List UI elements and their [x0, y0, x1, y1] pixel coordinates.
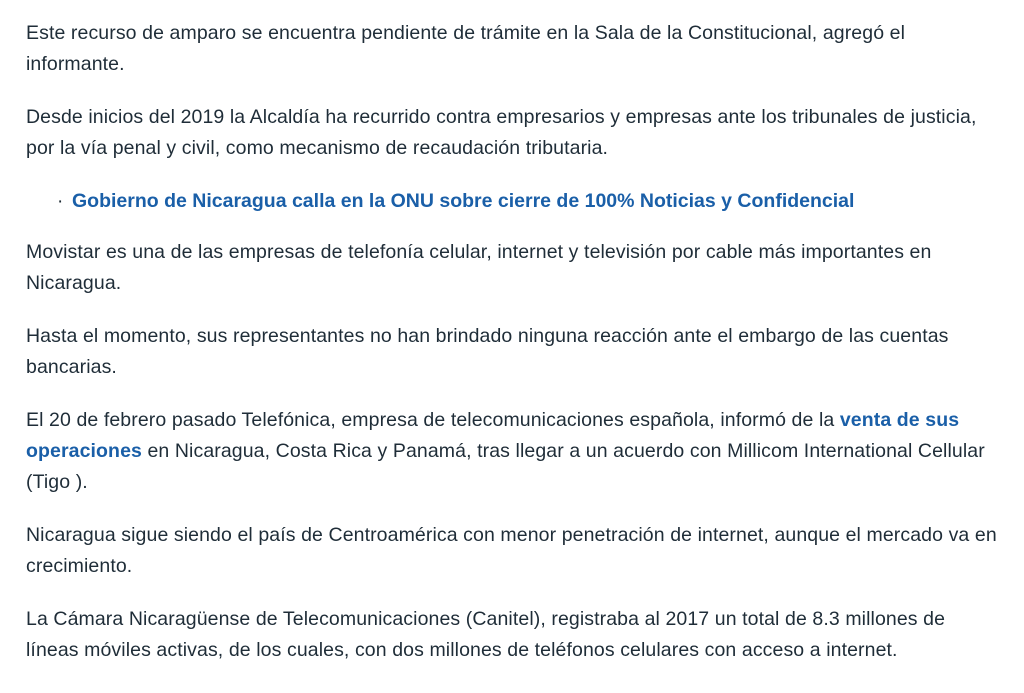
inline-link-venta-de-sus-operaciones[interactable]: venta de sus operaciones: [26, 409, 960, 462]
paragraph-4: [26, 321, 998, 383]
paragraph-6: [26, 520, 998, 582]
paragraph-1-text: Este recurso de amparo se encuentra pendiente de trámite en la Sala de la Constitucional, agregó el informante.: [26, 22, 906, 75]
list-item: [26, 186, 998, 217]
related-article-link[interactable]: Gobierno de Nicaragua calla en la ONU sobre cierre de 100% Noticias y Confidencial: [72, 190, 855, 212]
paragraph-6-text: Nicaragua sigue siendo el país de Centroamérica con menor penetración de internet, aunque el mercado va en crecimiento.: [26, 524, 997, 577]
paragraph-3: [26, 237, 998, 299]
paragraph-4-text: Hasta el momento, sus representantes no han brindado ninguna reacción ante el embargo de las cuentas bancarias.: [26, 325, 949, 378]
paragraph-5: [26, 405, 998, 498]
paragraph-5-text-part-1: El 20 de febrero pasado Telefónica, empresa de telecomunicaciones española, informó de la: [26, 409, 840, 431]
paragraph-3-text: Movistar es una de las empresas de telefonía celular, internet y televisión por cable más importantes en Nicaragua.: [26, 241, 932, 294]
paragraph-5-text-part-2: en Nicaragua, Costa Rica y Panamá, tras llegar a un acuerdo con Millicom International Cellular (Tigo ).: [26, 440, 985, 493]
bullet-point-icon: ·: [57, 191, 64, 212]
paragraph-2-text: Desde inicios del 2019 la Alcaldía ha recurrido contra empresarios y empresas ante los tribunales de justicia, por la vía penal y civil, como mecanismo de recaudación tributaria.: [26, 106, 977, 159]
paragraph-7-text: La Cámara Nicaragüense de Telecomunicaciones (Canitel), registraba al 2017 un total de 8.3 millones de líneas móviles activas, de los cuales, con dos millones de teléfonos celulares con acceso a internet.: [26, 608, 946, 661]
paragraph-2: [26, 102, 998, 164]
paragraph-1: [26, 18, 998, 80]
related-article-list: [26, 186, 998, 217]
paragraph-7: [26, 604, 998, 666]
